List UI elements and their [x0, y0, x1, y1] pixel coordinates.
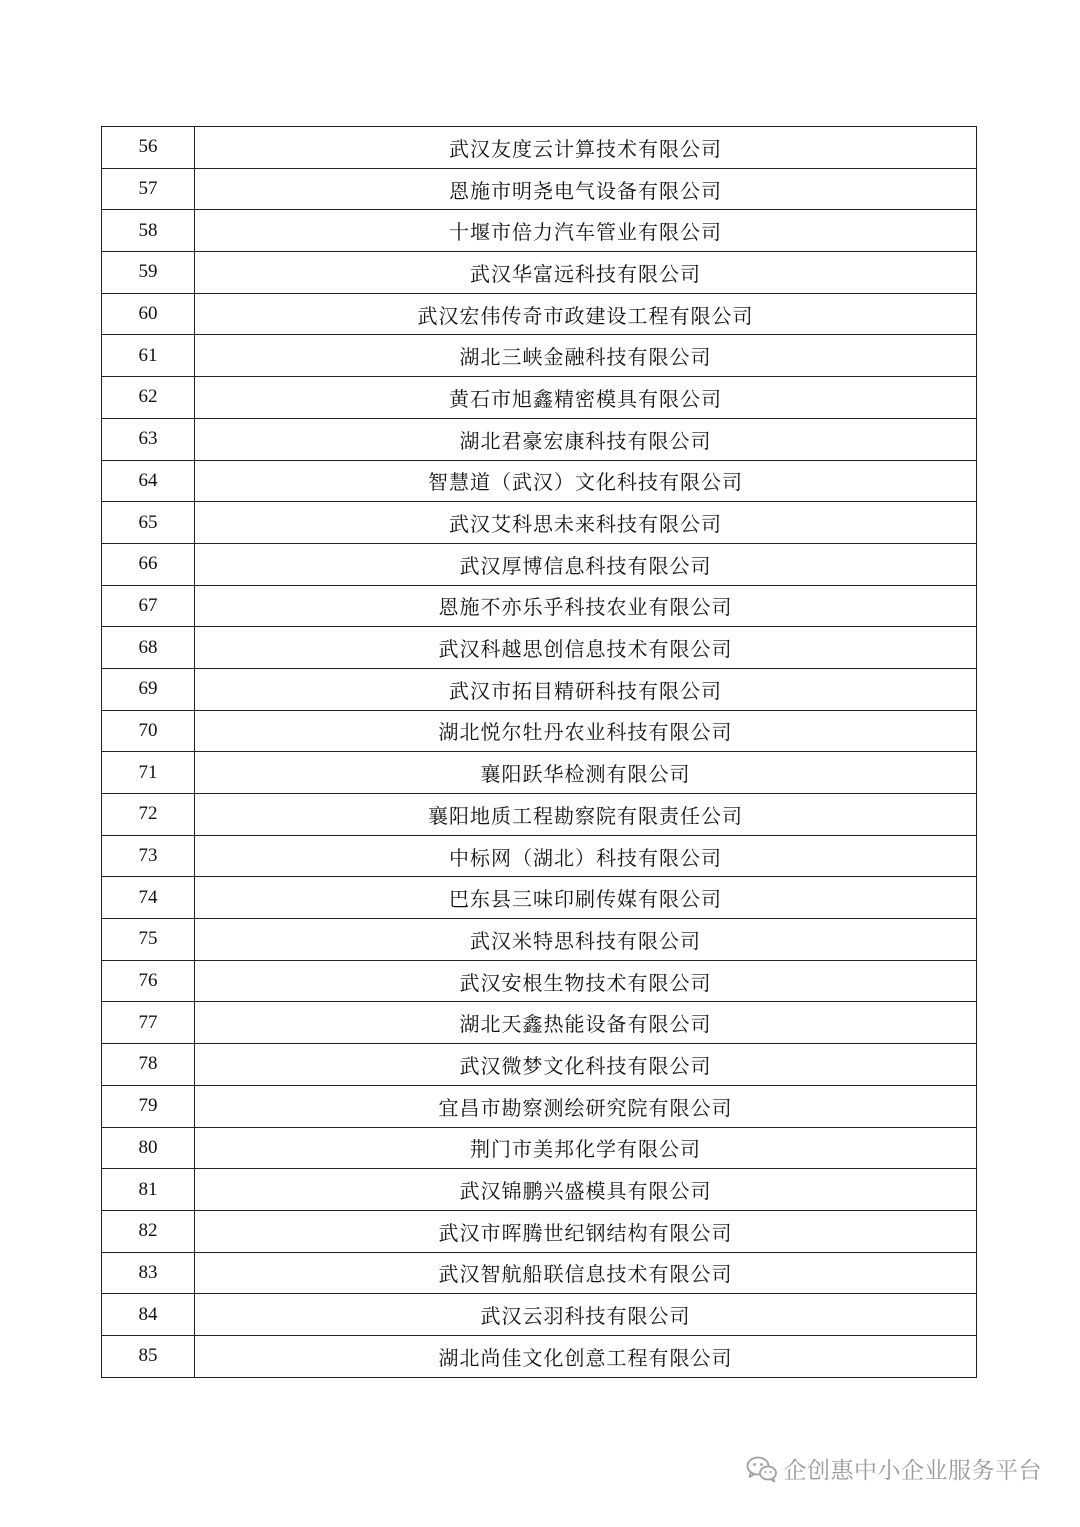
table-row	[102, 210, 977, 252]
wechat-icon	[746, 1455, 778, 1483]
row-number: 81	[102, 1169, 195, 1211]
table-row	[102, 668, 977, 710]
company-name: 武汉华富远科技有限公司	[195, 252, 977, 294]
company-name: 宜昌市勘察测绘研究院有限公司	[195, 1085, 977, 1127]
row-number: 66	[102, 543, 195, 585]
row-number: 78	[102, 1044, 195, 1086]
table-row	[102, 127, 977, 169]
table-row	[102, 585, 977, 627]
company-name: 湖北君豪宏康科技有限公司	[195, 418, 977, 460]
company-name: 智慧道（武汉）文化科技有限公司	[195, 460, 977, 502]
table-row	[102, 1252, 977, 1294]
company-name: 襄阳跃华检测有限公司	[195, 752, 977, 794]
row-number: 58	[102, 210, 195, 252]
row-number: 59	[102, 252, 195, 294]
table-row	[102, 835, 977, 877]
row-number: 67	[102, 585, 195, 627]
company-name: 巴东县三味印刷传媒有限公司	[195, 877, 977, 919]
table-row	[102, 543, 977, 585]
company-name: 武汉市晖腾世纪钢结构有限公司	[195, 1210, 977, 1252]
table-row	[102, 1294, 977, 1336]
row-number: 76	[102, 960, 195, 1002]
company-name: 中标网（湖北）科技有限公司	[195, 835, 977, 877]
row-number: 62	[102, 377, 195, 419]
table-row	[102, 960, 977, 1002]
watermark-text: 企创惠中小企业服务平台	[783, 1458, 1042, 1484]
table-row	[102, 460, 977, 502]
row-number: 75	[102, 919, 195, 961]
row-number: 82	[102, 1210, 195, 1252]
table-row	[102, 752, 977, 794]
company-name: 武汉科越思创信息技术有限公司	[195, 627, 977, 669]
watermark	[746, 1452, 1043, 1485]
row-number: 65	[102, 502, 195, 544]
row-number: 71	[102, 752, 195, 794]
company-name: 武汉云羽科技有限公司	[195, 1294, 977, 1336]
table-row	[102, 919, 977, 961]
table-row	[102, 418, 977, 460]
company-name: 武汉微梦文化科技有限公司	[195, 1044, 977, 1086]
table-row	[102, 1044, 977, 1086]
row-number: 85	[102, 1335, 195, 1377]
company-name: 武汉厚博信息科技有限公司	[195, 543, 977, 585]
company-name: 武汉锦鹏兴盛模具有限公司	[195, 1169, 977, 1211]
company-name: 武汉智航船联信息技术有限公司	[195, 1252, 977, 1294]
company-name: 荆门市美邦化学有限公司	[195, 1127, 977, 1169]
row-number: 60	[102, 293, 195, 335]
company-name: 襄阳地质工程勘察院有限责任公司	[195, 794, 977, 836]
company-name: 湖北三峡金融科技有限公司	[195, 335, 977, 377]
row-number: 70	[102, 710, 195, 752]
table-row	[102, 794, 977, 836]
table-row	[102, 1127, 977, 1169]
company-name: 武汉安根生物技术有限公司	[195, 960, 977, 1002]
table-row	[102, 377, 977, 419]
company-name: 武汉艾科思未来科技有限公司	[195, 502, 977, 544]
company-name: 湖北天鑫热能设备有限公司	[195, 1002, 977, 1044]
company-name: 湖北尚佳文化创意工程有限公司	[195, 1335, 977, 1377]
row-number: 74	[102, 877, 195, 919]
table-row	[102, 1210, 977, 1252]
table-row	[102, 502, 977, 544]
row-number: 73	[102, 835, 195, 877]
company-name: 十堰市倍力汽车管业有限公司	[195, 210, 977, 252]
row-number: 83	[102, 1252, 195, 1294]
table-row	[102, 1002, 977, 1044]
table-row	[102, 335, 977, 377]
table-row	[102, 627, 977, 669]
row-number: 79	[102, 1085, 195, 1127]
table-row	[102, 1335, 977, 1377]
row-number: 63	[102, 418, 195, 460]
row-number: 84	[102, 1294, 195, 1336]
row-number: 64	[102, 460, 195, 502]
row-number: 77	[102, 1002, 195, 1044]
company-list-table	[101, 126, 977, 1378]
table-row	[102, 877, 977, 919]
row-number: 61	[102, 335, 195, 377]
table-row	[102, 293, 977, 335]
row-number: 57	[102, 168, 195, 210]
company-name: 恩施市明尧电气设备有限公司	[195, 168, 977, 210]
row-number: 69	[102, 668, 195, 710]
row-number: 56	[102, 127, 195, 169]
table-row	[102, 168, 977, 210]
row-number: 72	[102, 794, 195, 836]
company-name: 恩施不亦乐乎科技农业有限公司	[195, 585, 977, 627]
company-name: 武汉市拓目精研科技有限公司	[195, 668, 977, 710]
company-name: 武汉米特思科技有限公司	[195, 919, 977, 961]
company-name: 湖北悦尔牡丹农业科技有限公司	[195, 710, 977, 752]
company-name: 黄石市旭鑫精密模具有限公司	[195, 377, 977, 419]
company-name: 武汉宏伟传奇市政建设工程有限公司	[195, 293, 977, 335]
row-number: 80	[102, 1127, 195, 1169]
company-list-body	[102, 127, 977, 1378]
table-row	[102, 252, 977, 294]
row-number: 68	[102, 627, 195, 669]
company-name: 武汉友度云计算技术有限公司	[195, 127, 977, 169]
table-row	[102, 1085, 977, 1127]
table-row	[102, 1169, 977, 1211]
table-row	[102, 710, 977, 752]
